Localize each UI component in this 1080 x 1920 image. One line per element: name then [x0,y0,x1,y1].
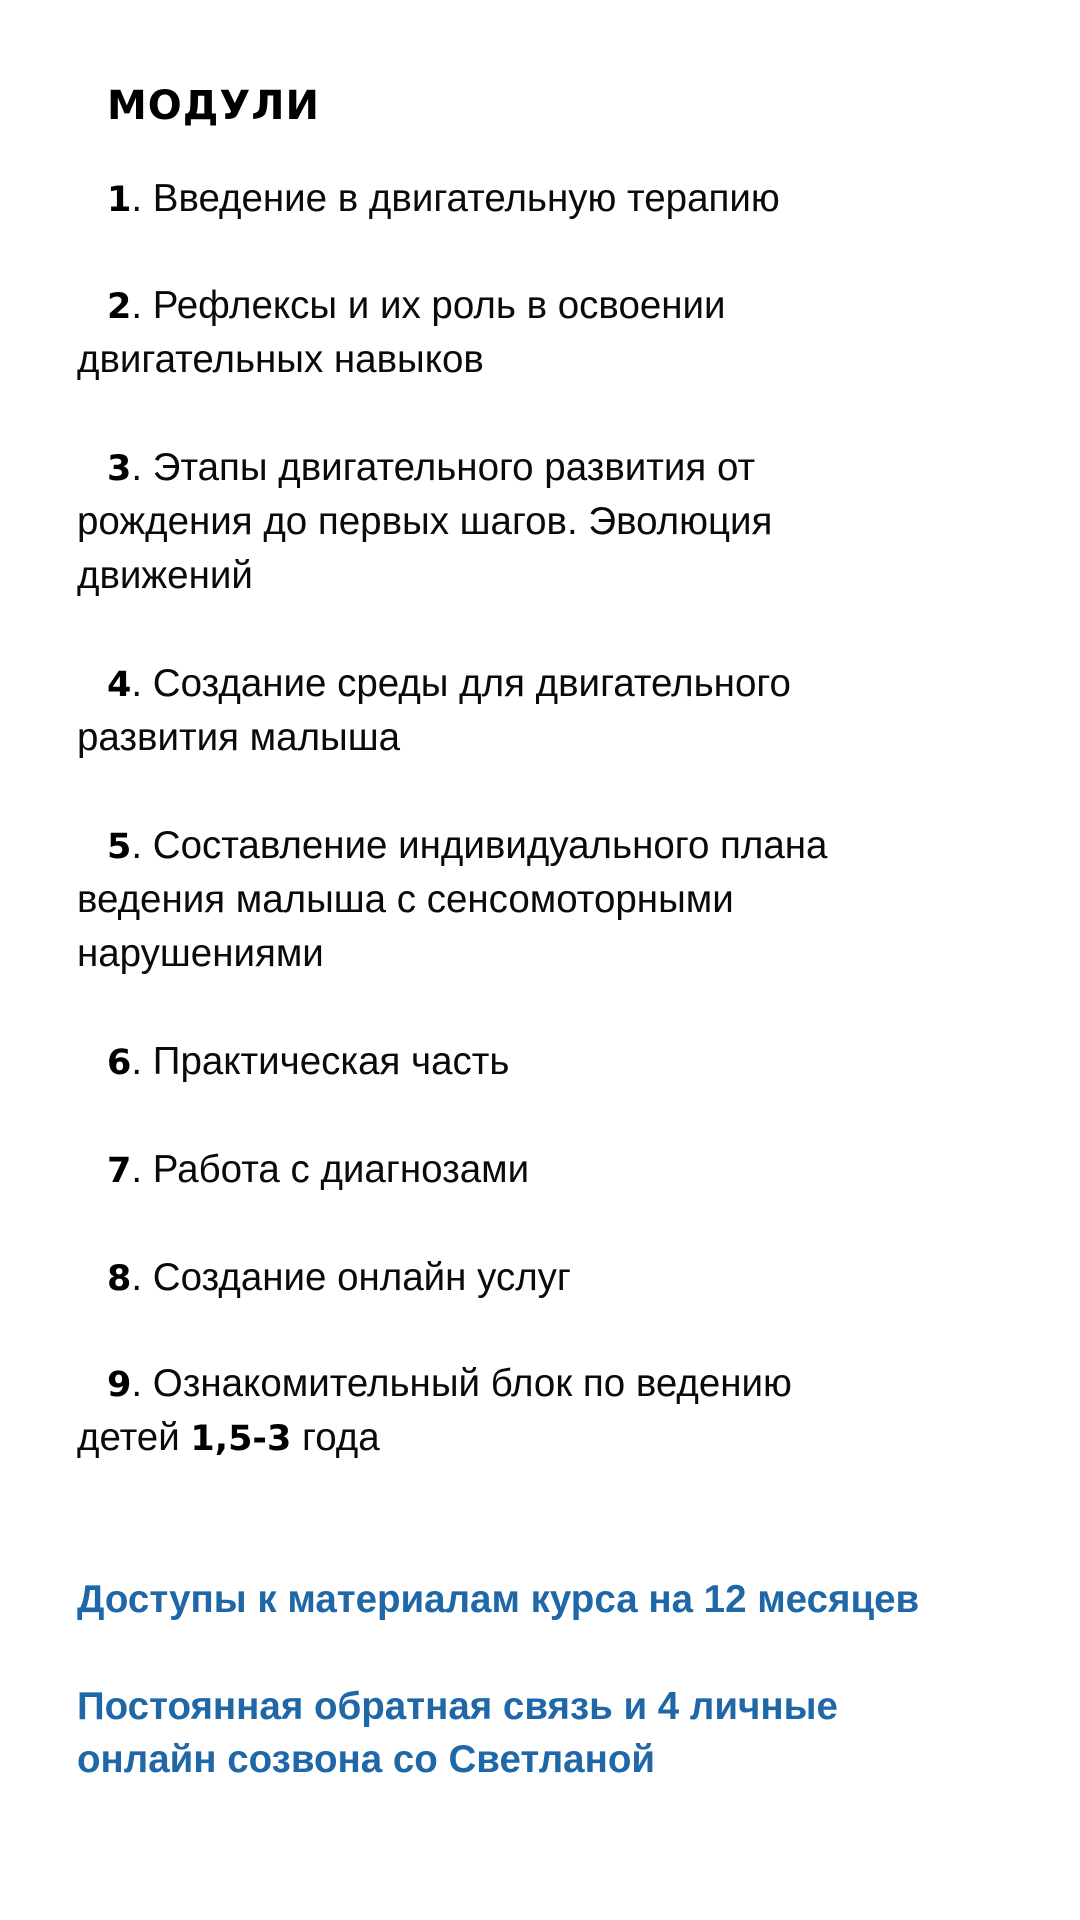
module-title: Создание среды для двигательного [152,662,791,705]
module-number: 8 [107,1259,132,1299]
module-item-4-cont: развития малыша [77,716,401,759]
module-title: Создание онлайн услуг [152,1256,571,1299]
module-dot: . [131,446,153,489]
module-item-6 [107,1035,509,1090]
module-dot: . [131,1362,153,1405]
module-number: 3 [107,449,132,489]
module-item-5 [107,819,827,874]
section-heading: МОДУЛИ [107,83,320,129]
module-title: Работа с диагнозами [152,1148,530,1191]
module-number: 6 [107,1043,132,1083]
module-item-3 [107,441,755,496]
module-item-2-cont: двигательных навыков [77,338,484,381]
text-part: года [291,1416,380,1459]
module-number: 9 [107,1365,132,1405]
module-item-3-cont: движений [77,554,253,597]
module-number: 2 [107,287,132,327]
module-item-7 [107,1143,529,1198]
module-item-5-cont: нарушениями [77,932,324,975]
module-dot: . [131,1256,153,1299]
module-dot: . [131,1148,153,1191]
module-item-4 [107,657,791,712]
module-number: 1 [107,180,132,220]
module-dot: . [131,1040,153,1083]
module-dot: . [131,824,153,867]
module-number: 7 [107,1151,132,1191]
age-range: 1,5-3 [190,1419,292,1459]
module-dot: . [131,662,153,705]
module-item-9 [107,1357,792,1412]
highlight-access-period: Доступы к материалам курса на 12 месяцев [77,1578,920,1621]
module-title: Введение в двигательную терапию [152,177,780,220]
highlight-feedback: Постоянная обратная связь и 4 личные [77,1685,838,1728]
module-dot: . [131,284,153,327]
module-item-1 [107,172,780,227]
module-number: 4 [107,665,132,705]
module-title: Рефлексы и их роль в освоении [152,284,726,327]
module-dot: . [131,177,153,220]
module-title: Составление индивидуального плана [152,824,828,867]
module-number: 5 [107,827,132,867]
module-title: Этапы двигательного развития от [152,446,756,489]
module-item-3-cont: рождения до первых шагов. Эволюция [77,500,773,543]
module-title: Практическая часть [152,1040,510,1083]
module-item-9-cont [77,1411,380,1466]
text-part: детей [77,1416,191,1459]
module-item-8 [107,1251,571,1306]
module-item-5-cont: ведения малыша с сенсомоторными [77,878,734,921]
module-title: Ознакомительный блок по ведению [152,1362,792,1405]
highlight-feedback-cont: онлайн созвона со Светланой [77,1738,656,1781]
module-item-2 [107,279,726,334]
